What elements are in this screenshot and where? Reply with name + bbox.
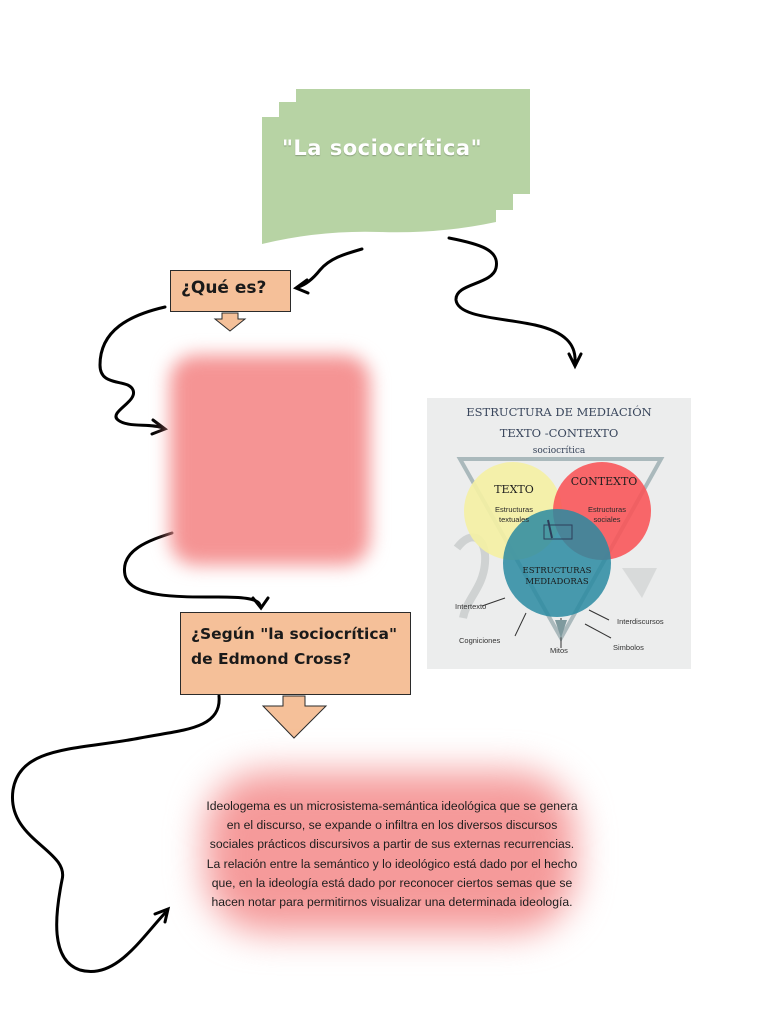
texto-sub-line2: textuales xyxy=(498,515,530,524)
arrow-banner-to-infographic xyxy=(449,238,575,362)
question-segun-line2: de Edmond Cross? xyxy=(191,650,352,668)
contexto-sub xyxy=(575,505,639,525)
venn-diagram xyxy=(427,398,691,669)
contexto-label: CONTEXTO xyxy=(570,475,638,488)
texto-label: TEXTO xyxy=(494,483,534,496)
arrow-que-to-square xyxy=(100,307,165,428)
blurred-definition-card xyxy=(170,355,370,565)
paragraph-line: que, en la ideología está dado por reconocer ciertos semas que se xyxy=(211,875,573,890)
title-banner-stack xyxy=(262,89,530,244)
mediation-structure-infographic xyxy=(427,398,691,669)
page-title: "La sociocrítica" xyxy=(281,136,483,160)
texto-sub-line1: Estructuras xyxy=(495,505,533,514)
paragraph-line: hacen notar para permitirnos visualizar una determinada ideología. xyxy=(211,895,573,910)
mediadoras-line1: ESTRUCTURAS xyxy=(522,566,592,576)
mediadoras-label xyxy=(507,566,607,588)
mediadoras-line2: MEDIADORAS xyxy=(525,577,589,587)
paragraph-line: Ideologema es un microsistema-semántica ideológica que se genera xyxy=(206,799,578,813)
branch-simbolos: Simbolos xyxy=(613,643,644,652)
down-arrow-segun xyxy=(263,696,326,738)
contexto-sub-line2: sociales xyxy=(593,515,621,524)
question-segun-line1: ¿Según "la sociocrítica" xyxy=(191,625,398,643)
question-segun-box xyxy=(180,612,411,695)
paragraph-line: sociales prácticos discursivos a partir de sus externas recurrencias. xyxy=(209,837,575,852)
contexto-sub-line1: Estructuras xyxy=(588,505,626,514)
infographic-subtitle: sociocrítica xyxy=(532,446,586,456)
paragraph-line: La relación entre la semántico y lo ideológico está dado por el hecho xyxy=(206,856,578,871)
ideologema-paragraph xyxy=(182,797,602,912)
paragraph-line: en el discurso, se expande o infiltra en los diversos discursos xyxy=(226,818,558,833)
branch-mitos: Mitos xyxy=(550,646,568,655)
branch-cogniciones: Cogniciones xyxy=(459,636,501,645)
branch-interdiscursos: Interdiscursos xyxy=(617,617,664,626)
question-que-es-box xyxy=(170,270,291,312)
down-arrow-que xyxy=(215,313,245,331)
question-que-es-text: ¿Qué es? xyxy=(181,278,267,298)
infographic-title-line2: TEXTO -CONTEXTO xyxy=(499,426,619,440)
texto-sub xyxy=(482,505,546,525)
infographic-title-line1: ESTRUCTURA DE MEDIACIÓN xyxy=(466,405,652,419)
branch-intertexto: Intertexto xyxy=(455,602,487,611)
